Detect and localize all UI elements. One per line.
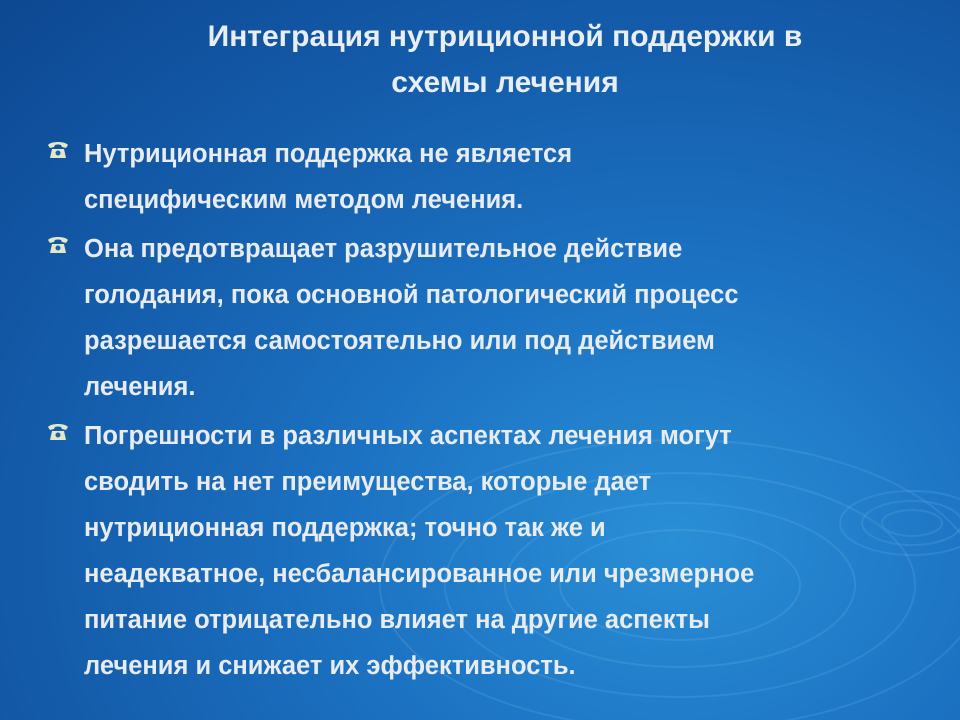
slide-title — [0, 14, 960, 106]
bullet-item — [46, 131, 926, 223]
bullet-text-line: лечения и снижает их эффективность. — [84, 652, 576, 680]
slide-title-line: Интеграция нутриционной поддержки в — [207, 20, 803, 53]
bullet-text-line: неадекватное, несбалансированное или чрезмерное — [84, 560, 755, 588]
bullet-text-line: Нутриционная поддержка не является — [84, 140, 573, 168]
bullet-text-line: сводить на нет преимущества, которые дает — [84, 468, 652, 496]
bullet-text-line: разрешается самостоятельно или под действием — [84, 327, 715, 355]
bullet-text-line: лечения. — [84, 373, 196, 401]
telephone-icon — [46, 235, 70, 255]
telephone-icon — [46, 140, 70, 160]
bullet-item — [46, 413, 926, 689]
bullet-text-line: Погрешности в различных аспектах лечения могут — [84, 422, 732, 450]
bullet-item — [46, 226, 926, 410]
bullet-text-line: Она предотвращает разрушительное действие — [84, 235, 683, 263]
bullet-text-line: специфическим методом лечения. — [84, 186, 524, 214]
slide-title-line: схемы лечения — [391, 66, 619, 99]
telephone-icon — [46, 422, 70, 442]
bullet-text-line: голодания, пока основной патологический процесс — [84, 281, 739, 309]
bullet-text-line: нутриционная поддержка; точно так же и — [84, 514, 606, 542]
bullet-list — [46, 131, 926, 689]
bullet-text-line: питание отрицательно влияет на другие аспекты — [84, 606, 710, 634]
